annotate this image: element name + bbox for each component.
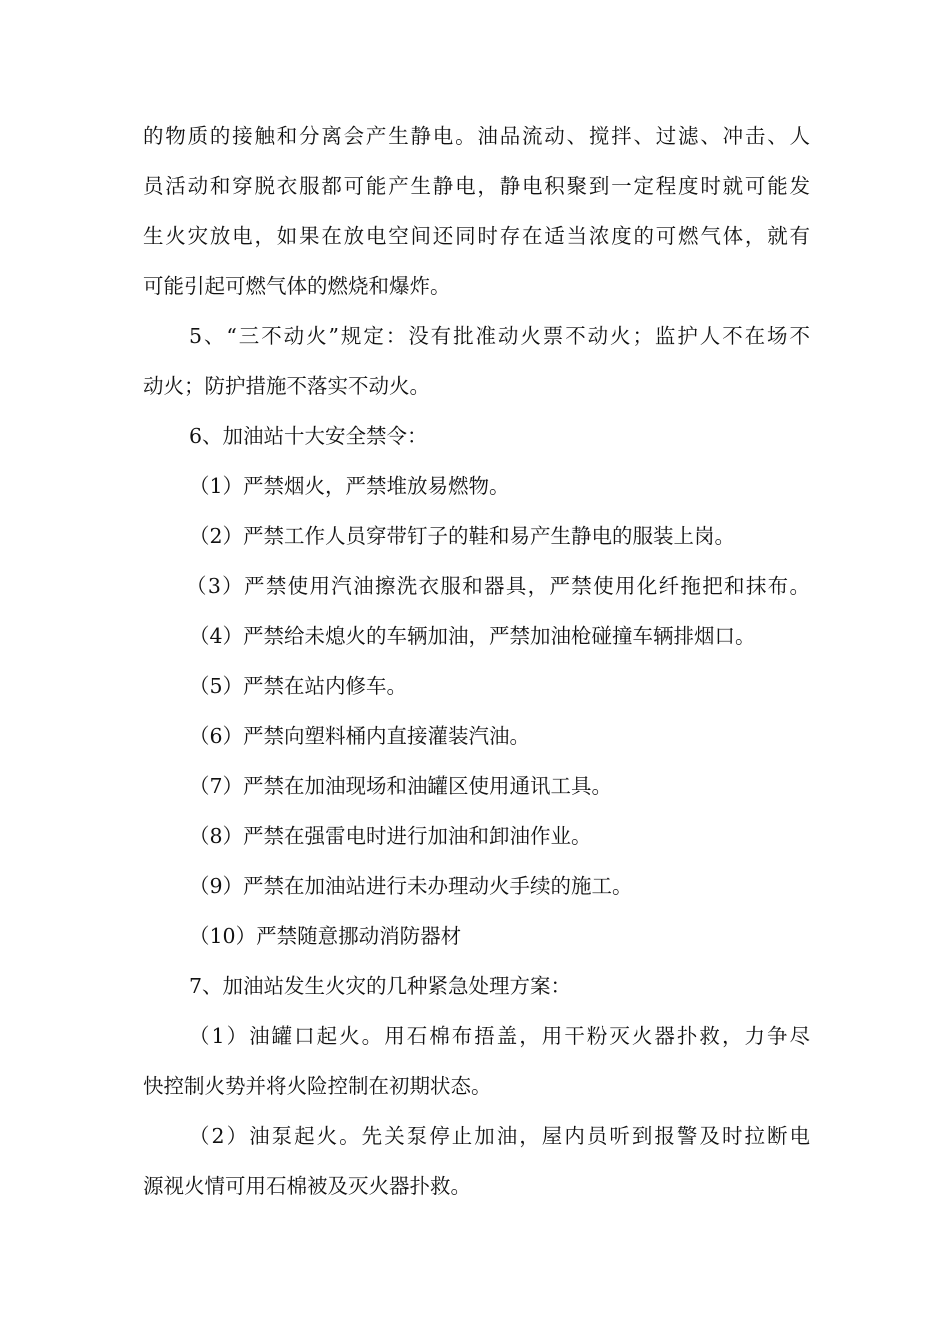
list-item: （4）严禁给未熄火的车辆加油，严禁加油枪碰撞车辆排烟口。 xyxy=(189,624,756,648)
list-item: （3）严禁使用汽油擦洗衣服和器具，严禁使用化纤拖把和抹布。 xyxy=(186,574,810,598)
paragraph-line: 可能引起可燃气体的燃烧和爆炸。 xyxy=(143,274,451,298)
emergency-item-line: （2）油泵起火。先关泵停止加油，屋内员听到报警及时拉断电 xyxy=(189,1124,810,1148)
paragraph-line: 的物质的接触和分离会产生静电。油品流动、搅拌、过滤、冲击、人 xyxy=(143,124,810,148)
emergency-item-line: 快控制火势并将火险控制在初期状态。 xyxy=(143,1074,492,1098)
section-heading-seven: 7、加油站发生火灾的几种紧急处理方案： xyxy=(189,974,572,998)
section-heading-six: 6、加油站十大安全禁令： xyxy=(189,424,428,448)
list-item: （6）严禁向塑料桶内直接灌装汽油。 xyxy=(189,724,531,748)
rule-five-line: 5、“三不动火”规定：没有批准动火票不动火；监护人不在场不 xyxy=(189,324,810,348)
paragraph-line: 生火灾放电，如果在放电空间还同时存在适当浓度的可燃气体，就有 xyxy=(143,224,810,248)
rule-five-line: 动火；防护措施不落实不动火。 xyxy=(143,374,430,398)
emergency-item-line: （1）油罐口起火。用石棉布捂盖，用干粉灭火器扑救，力争尽 xyxy=(189,1024,810,1048)
paragraph-line: 员活动和穿脱衣服都可能产生静电，静电积聚到一定程度时就可能发 xyxy=(143,174,810,198)
list-item: （7）严禁在加油现场和油罐区使用通讯工具。 xyxy=(189,774,613,798)
list-item: （2）严禁工作人员穿带钉子的鞋和易产生静电的服装上岗。 xyxy=(189,524,736,548)
list-item: （9）严禁在加油站进行未办理动火手续的施工。 xyxy=(189,874,633,898)
emergency-item-line: 源视火情可用石棉被及灭火器扑救。 xyxy=(143,1174,471,1198)
list-item: （5）严禁在站内修车。 xyxy=(189,674,408,698)
list-item: （8）严禁在强雷电时进行加油和卸油作业。 xyxy=(189,824,592,848)
list-item: （1）严禁烟火，严禁堆放易燃物。 xyxy=(189,474,510,498)
list-item: （10）严禁随意挪动消防器材 xyxy=(189,924,462,948)
